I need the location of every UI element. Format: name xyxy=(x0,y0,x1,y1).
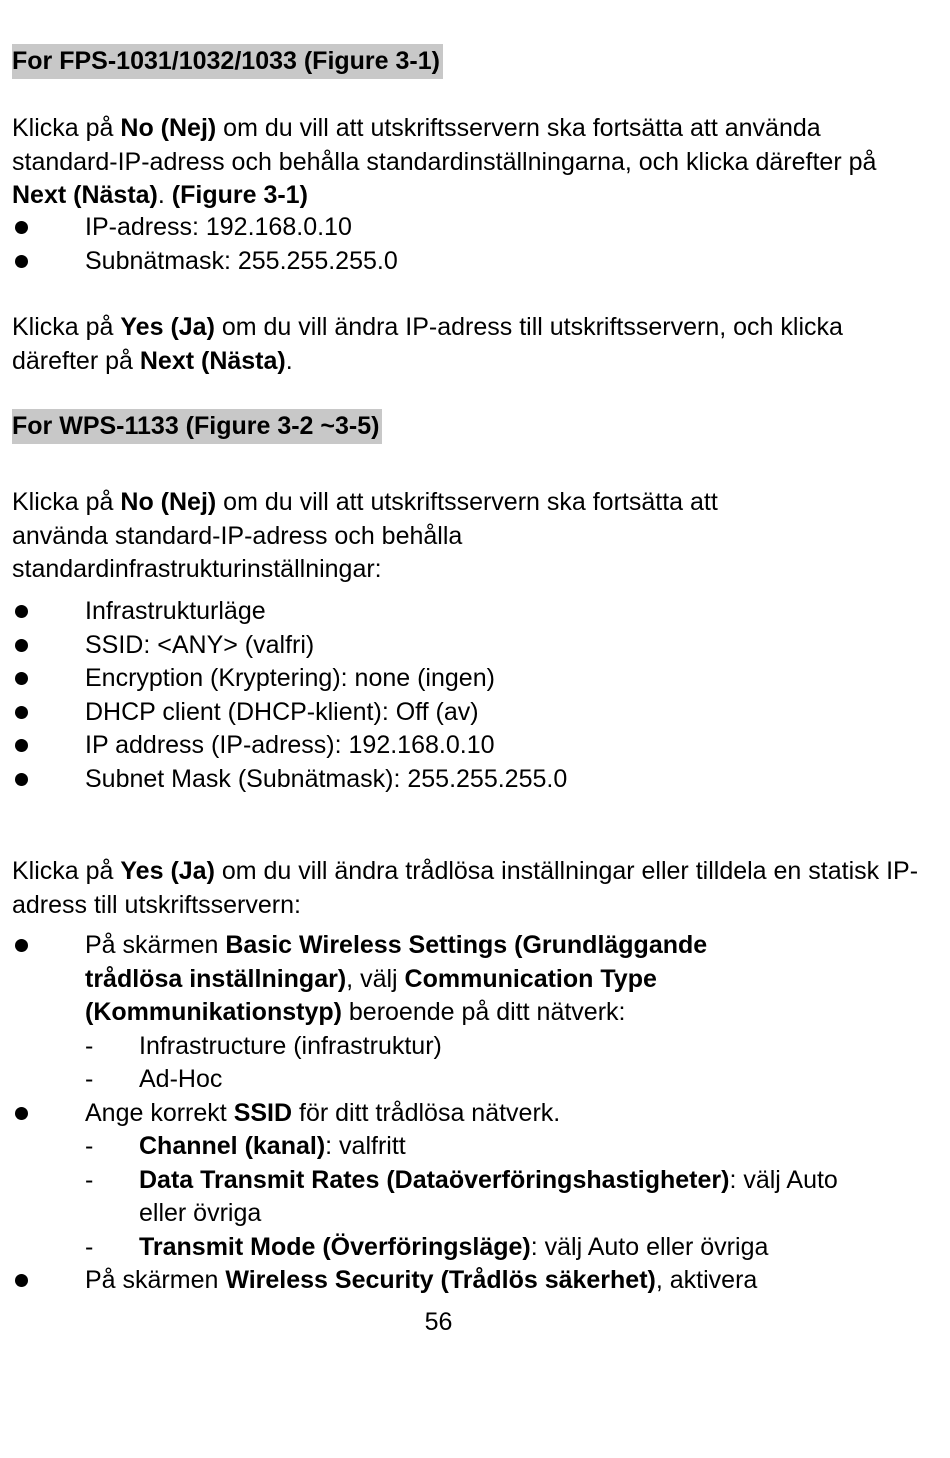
text: , aktivera xyxy=(655,1266,758,1294)
sub-list xyxy=(85,1030,792,1097)
setting-name: Communication Type (Kommunikationstyp) xyxy=(85,964,657,1026)
list-item-text: DHCP client (DHCP-klient): Off (av) xyxy=(85,697,479,726)
text: om du vill ändra IP-adress till utskriftsservern, och klicka därefter på xyxy=(12,313,843,375)
list-item xyxy=(12,211,932,245)
next-label: Next (Nästa) xyxy=(12,181,158,209)
paragraph-yes-option xyxy=(12,855,932,922)
figure-reference: (Figure 3-1) xyxy=(171,181,308,209)
option-no-label: No (Nej) xyxy=(120,114,217,142)
list-item xyxy=(12,595,932,629)
paragraph-yes-option xyxy=(12,311,932,378)
screen-name: Basic Wireless Settings (Grundläggande trådlösa inställningar) xyxy=(85,931,708,993)
text: Klicka på xyxy=(12,114,121,142)
section-heading-fps: For FPS-1031/1032/1033 (Figure 3-1) xyxy=(12,44,443,79)
section-heading-wps: For WPS-1133 (Figure 3-2 ~3-5) xyxy=(12,409,382,444)
dash-marker: - xyxy=(85,1165,94,1194)
sub-list-item xyxy=(85,1063,792,1097)
text: . xyxy=(157,181,172,209)
list-item xyxy=(12,245,932,279)
bullet-icon xyxy=(15,1274,28,1287)
list-item xyxy=(12,1097,932,1265)
dash-marker: - xyxy=(85,1065,94,1093)
bullet-icon xyxy=(15,221,28,234)
sub-list-item-text: Ad-Hoc xyxy=(139,1065,223,1093)
wireless-steps-list xyxy=(12,929,932,1298)
text: för ditt trådlösa nätverk. xyxy=(292,1098,561,1127)
sub-list-item xyxy=(85,1030,792,1064)
text: På skärmen xyxy=(85,931,226,959)
text: : valfritt xyxy=(325,1132,406,1160)
sub-list-item xyxy=(85,1164,872,1231)
text: om du vill ändra trådlösa inställningar eller tilldela en statisk IP-adress till utskriftsservern: xyxy=(12,857,919,919)
bullet-icon xyxy=(15,1107,28,1120)
screen-name: Wireless Security (Trådlös säkerhet) xyxy=(225,1266,656,1294)
text: Klicka på xyxy=(12,857,121,885)
list-item xyxy=(12,929,932,1097)
list-item xyxy=(12,662,932,696)
list-item xyxy=(12,696,932,730)
dash-marker: - xyxy=(85,1232,94,1261)
bullet-icon xyxy=(15,605,28,618)
dash-marker: - xyxy=(85,1132,94,1160)
list-item xyxy=(12,629,932,663)
sub-list-item xyxy=(85,1130,872,1164)
list-item-text: IP address (IP-adress): 192.168.0.10 xyxy=(85,731,495,759)
option-yes-label: Yes (Ja) xyxy=(120,313,215,341)
text: beroende på ditt nätverk: xyxy=(341,998,626,1026)
setting-name: SSID xyxy=(233,1098,293,1127)
paragraph-no-option xyxy=(12,112,932,213)
paragraph-no-option xyxy=(12,486,812,587)
option-no-label: No (Nej) xyxy=(120,488,217,516)
bullet-icon xyxy=(15,706,28,719)
bullet-icon xyxy=(15,773,28,786)
list-item-text: Encryption (Kryptering): none (ingen) xyxy=(85,664,495,692)
list-item xyxy=(12,763,932,797)
text: Ange korrekt xyxy=(85,1098,234,1127)
text: : välj Auto eller övriga xyxy=(530,1232,769,1261)
default-wireless-settings-list xyxy=(12,595,932,796)
dash-marker: - xyxy=(85,1031,94,1060)
text: : välj Auto eller övriga xyxy=(139,1165,838,1227)
list-item-text: Subnätmask: 255.255.255.0 xyxy=(85,246,398,275)
page-number: 56 xyxy=(424,1308,453,1336)
text: Klicka på xyxy=(12,313,121,341)
text: Klicka på xyxy=(12,488,121,516)
bullet-icon xyxy=(15,939,28,952)
text: om du vill att utskriftsservern ska fortsätta att använda standard-IP-adress och behålla standardinfrastrukturinställningar: xyxy=(12,488,718,583)
text: , välj xyxy=(346,964,405,993)
bullet-icon xyxy=(15,672,28,685)
next-label: Next (Nästa) xyxy=(139,346,286,375)
option-yes-label: Yes (Ja) xyxy=(120,857,215,885)
sub-list-item xyxy=(85,1231,872,1265)
setting-name: Channel (kanal) xyxy=(139,1132,326,1160)
list-item xyxy=(12,1264,932,1298)
setting-name: Transmit Mode (Överföringsläge) xyxy=(139,1232,531,1261)
text: . xyxy=(285,346,293,375)
list-item-text: Subnet Mask (Subnätmask): 255.255.255.0 xyxy=(85,764,568,793)
bullet-icon xyxy=(15,639,28,652)
bullet-icon xyxy=(15,255,28,268)
sub-list xyxy=(85,1130,932,1264)
default-settings-list xyxy=(12,211,932,278)
list-item-text: Infrastrukturläge xyxy=(85,597,266,625)
list-item-text: SSID: <ANY> (valfri) xyxy=(85,630,315,659)
list-item-text: IP-adress: 192.168.0.10 xyxy=(85,213,352,241)
bullet-icon xyxy=(15,739,28,752)
list-item xyxy=(12,729,932,763)
setting-name: Data Transmit Rates (Dataöverföringshastigheter) xyxy=(139,1165,730,1194)
sub-list-item-text: Infrastructure (infrastruktur) xyxy=(139,1031,442,1060)
text: På skärmen xyxy=(85,1266,226,1294)
text: om du vill att utskriftsservern ska fortsätta att använda standard-IP-adress och behålla standardinställningarna, och klicka därefter på xyxy=(12,114,877,176)
